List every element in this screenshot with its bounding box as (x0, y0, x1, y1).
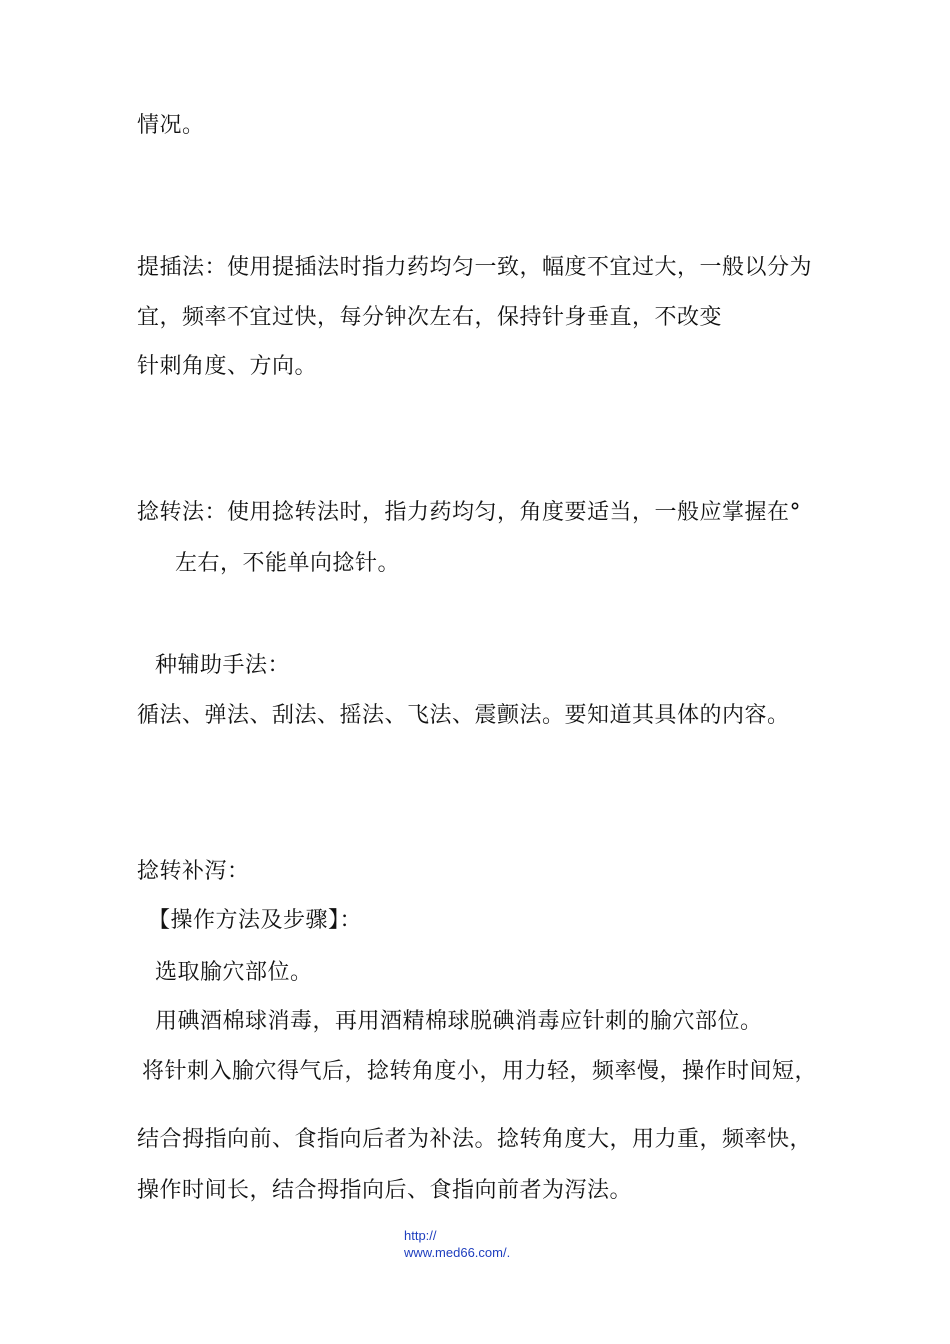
paragraph-line: 提插法：使用提插法时指力药均匀一致，幅度不宜过大，一般以分为 (137, 255, 813, 280)
paragraph-line: 选取腧穴部位。 (155, 960, 313, 985)
paragraph-line: 针刺角度、方向。 (137, 354, 318, 379)
section-heading: 捻转补泻： (137, 859, 250, 884)
paragraph-line: 将针刺入腧穴得气后，捻转角度小，用力轻，频率慢，操作时间短， (142, 1059, 818, 1084)
section-heading: 【操作方法及步骤】： (148, 908, 363, 933)
paragraph-line: 捻转法：使用捻转法时，指力药均匀，角度要适当，一般应掌握在° (137, 500, 802, 525)
footer-link-line1[interactable]: http:// (404, 1228, 437, 1243)
footer-link-line2[interactable]: www.med66.com/. (404, 1245, 511, 1260)
section-heading: 种辅助手法： (155, 653, 291, 678)
paragraph-line: 结合拇指向前、食指向后者为补法。捻转角度大，用力重，频率快， (137, 1127, 813, 1152)
paragraph-line: 宜，频率不宜过快，每分钟次左右，保持针身垂直，不改变 (137, 305, 723, 330)
paragraph-line: 情况。 (137, 113, 205, 138)
paragraph-line: 用碘酒棉球消毒，再用酒精棉球脱碘消毒应针刺的腧穴部位。 (155, 1009, 763, 1034)
paragraph-line: 左右，不能单向捻针。 (175, 551, 401, 576)
paragraph-line: 操作时间长，结合拇指向后、食指向前者为泻法。 (137, 1178, 633, 1203)
paragraph-line: 循法、弹法、刮法、摇法、飞法、震颤法。要知道其具体的内容。 (137, 703, 790, 728)
